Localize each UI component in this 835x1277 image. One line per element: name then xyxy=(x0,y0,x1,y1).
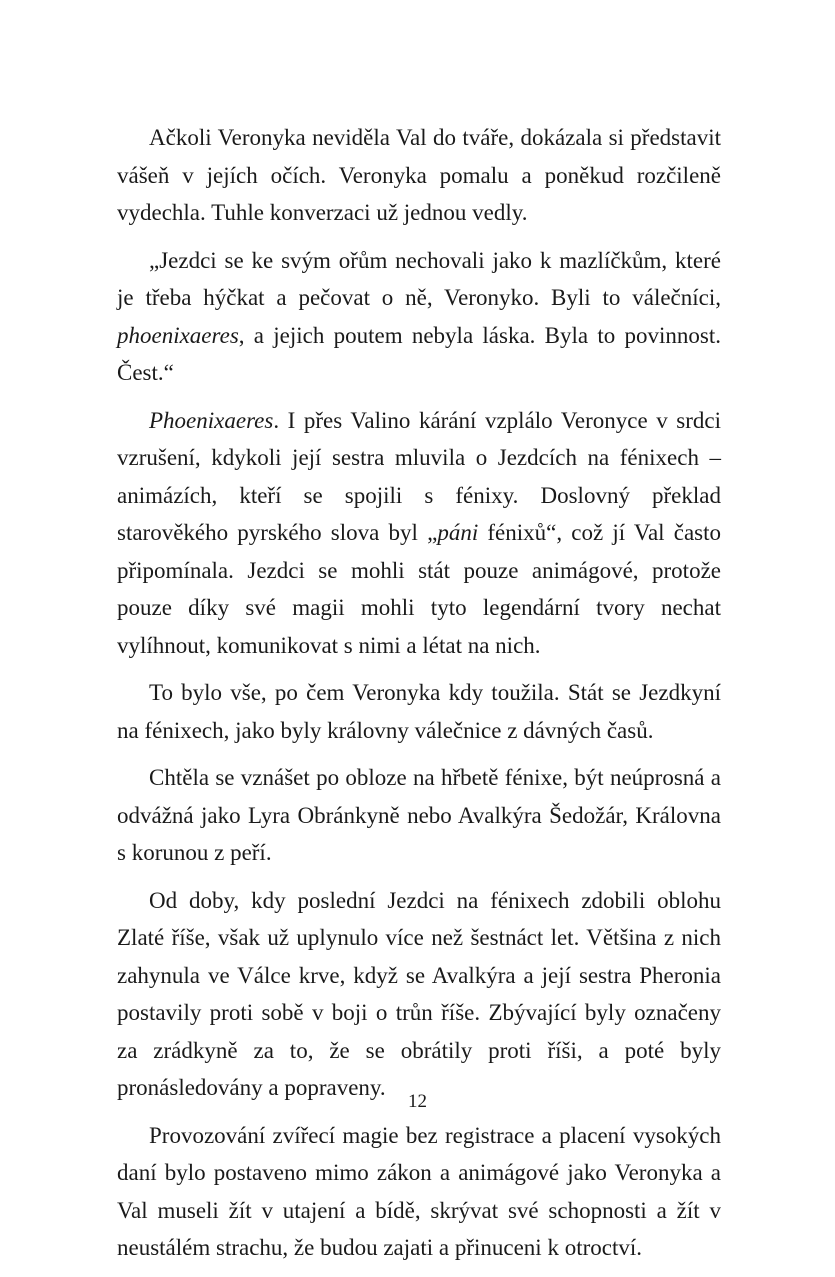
paragraph-6: Od doby, kdy poslední Jezdci na fénixech zdobili oblohu Zlaté říše, však už uplynulo více než šestnáct let. Většina z nich zahynula ve Válce krve, když se Avalkýra a její sestra Pheronia postavily proti sobě v boji o trůn říše. Zbývající byly označeny za zrádkyně za to, že se obrátily proti říši, a poté byly pronásledovány a popraveny. xyxy=(117,887,721,1100)
paragraph-1: Ačkoli Veronyka neviděla Val do tváře, dokázala si představit vášeň v jejích očích. Veronyka pomalu a poněkud rozčileně vydechla. Tuhle konverzaci už jednou vedly. xyxy=(117,125,721,225)
italic-phrase: Phoenixaeres xyxy=(149,407,274,433)
paragraph-4: To bylo vše, po čem Veronyka kdy toužila. Stát se Jezdkyní na fénixech, jako byly královny válečnice z dávných časů. xyxy=(117,680,721,743)
italic-phrase: phoenixaeres xyxy=(117,322,239,348)
paragraph-5: Chtěla se vznášet po obloze na hřbetě fénixe, být neúprosná a odvážná jako Lyra Obránkyně nebo Avalkýra Šedožár, Královna s korunou z peří. xyxy=(117,765,721,865)
page-number: 12 xyxy=(408,1091,427,1112)
paragraph-7: Provozování zvířecí magie bez registrace a placení vysokých daní bylo postaveno mimo zákon a animágové jako Veronyka a Val museli žít v utajení a bídě, skrývat své schopnosti a žít v neustálém strachu, že budou zajati a přinuceni k otroctví. xyxy=(117,1122,721,1260)
italic-phrase: páni xyxy=(437,520,479,545)
paragraph-2: „Jezdci se ke svým ořům nechovali jako k mazlíčkům, které je třeba hýčkat a pečovat o ně, Veronyko. Byli to válečníci, phoenixaeres, a jejich poutem nebyla láska. Byla to povinnost. Čest.“ xyxy=(117,247,721,385)
paragraph-3: Phoenixaeres. I přes Valino kárání vzplálo Veronyce v srdci vzrušení, kdykoli její sestra mluvila o Jezdcích na fénixech – animázích, kteří se spojili s fénixy. Doslovný překlad starověkého pyrského slova byl „páni fénixů“, což jí Val často připomínala. Jezdci se mohli stát pouze animágové, protože pouze díky své magii mohli tyto legendární tvory nechat vylíhnout, komunikovat s nimi a létat na nich. xyxy=(117,407,722,658)
